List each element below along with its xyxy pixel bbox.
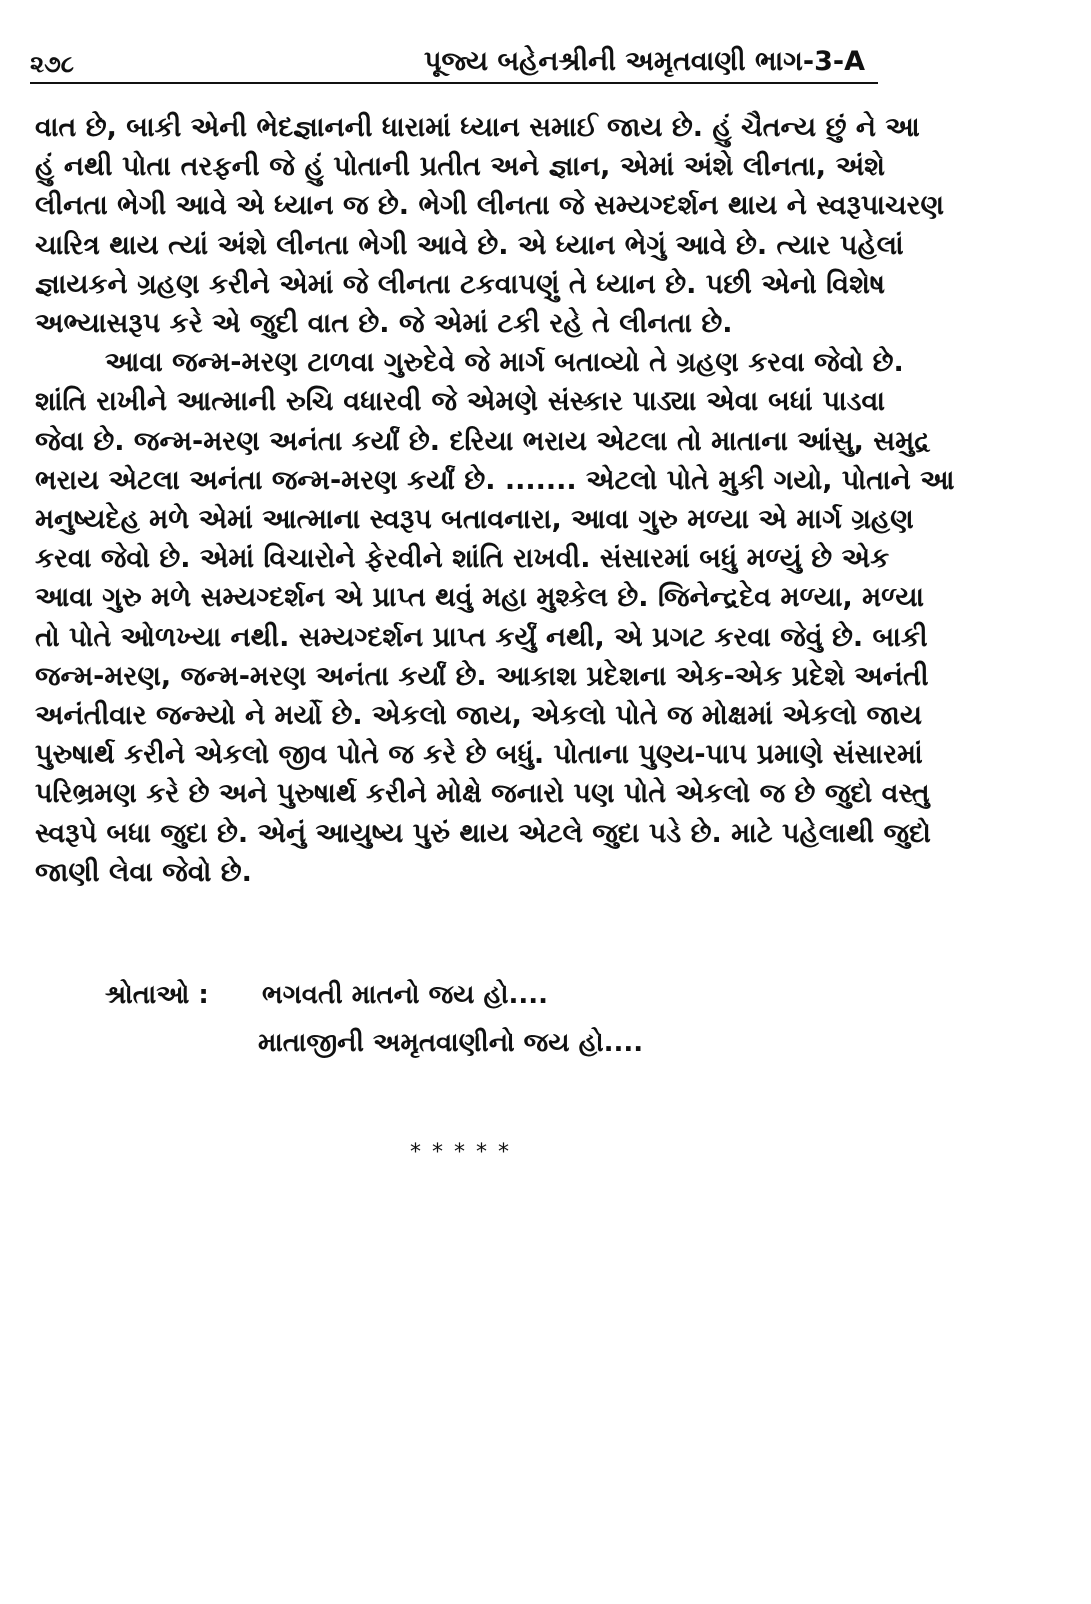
paragraph <box>35 108 945 343</box>
text-line: જન્મ-મરણ, જન્મ-મરણ અનંતા કર્યાં છે. આકાશ પ્રદેશના એક-એક પ્રદેશે અનંતી <box>35 660 929 692</box>
text-line: આવા જન્મ-મરણ ટાળવા ગુરુદેવે જે માર્ગ બતાવ્યો તે ગ્રહણ કરવા જેવો છે. <box>105 347 904 379</box>
text-line: પુરુષાર્થ કરીને એકલો જીવ પોતે જ કરે છે બધું. પોતાના પુણ્ય-પાપ પ્રમાણે સંસારમાં <box>35 739 923 771</box>
text-line: કરવા જેવો છે. એમાં વિચારોને ફેરવીને શાંતિ રાખવી. સંસારમાં બધું મળ્યું છે એક <box>35 543 890 575</box>
speaker-label: શ્રોતાઓ : <box>105 980 209 1010</box>
text-line: ભરાય એટલા અનંતા જન્મ-મરણ કર્યાં છે. ....... એટલો પોતે મુકી ગયો, પોતાને આ <box>35 464 955 496</box>
text-line: પરિભ્રમણ કરે છે અને પુરુષાર્થ કરીને મોક્ષે જનારો પણ પોતે એકલો જ છે જુદો વસ્તુ <box>35 778 930 810</box>
text-line: હું નથી પોતા તરફની જે હું પોતાની પ્રતીત અને જ્ઞાન, એમાં અંશે લીનતા, અંશે <box>35 151 885 183</box>
text-line: ચારિત્ર થાય ત્યાં અંશે લીનતા ભેગી આવે છે. એ ધ્યાન ભેગું આવે છે. ત્યાર પહેલાં <box>35 229 904 261</box>
text-line: અનંતીવાર જન્મ્યો ને મર્યો છે. એકલો જાય, એકલો પોતે જ મોક્ષમાં એકલો જાય <box>35 700 923 732</box>
text-line: જ્ઞાયકને ગ્રહણ કરીને એમાં જે લીનતા ટકવાપણું તે ધ્યાન છે. પછી એનો વિશેષ <box>35 268 885 300</box>
chant-line-1: ભગવતી માતનો જય હો.... <box>262 980 549 1010</box>
text-line: અભ્યાસરૂપ કરે એ જુદી વાત છે. જે એમાં ટકી રહે તે લીનતા છે. <box>35 308 733 340</box>
paragraph <box>35 343 955 892</box>
text-line: આવા ગુરુ મળે સમ્યગ્દર્શન એ પ્રાપ્ત થવું મહા મુશ્કેલ છે. જિનેન્દ્રદેવ મળ્યા, મળ્યા <box>35 582 925 614</box>
text-line: સ્વરૂપે બધા જુદા છે. એનું આયુષ્ય પુરું થાય એટલે જુદા પડે છે. માટે પહેલાથી જુદો <box>35 817 931 849</box>
header-rule <box>30 82 878 84</box>
body-text <box>35 108 955 892</box>
text-line: મનુષ્યદેહ મળે એમાં આત્માના સ્વરૂપ બતાવનારા, આવા ગુરુ મળ્યા એ માર્ગ ગ્રહણ <box>35 504 914 536</box>
text-line: જાણી લેવા જેવો છે. <box>35 856 252 888</box>
text-line: લીનતા ભેગી આવે એ ધ્યાન જ છે. ભેગી લીનતા જે સમ્યગ્દર્શન થાય ને સ્વરૂપાચરણ <box>35 190 945 222</box>
running-title: પૂજ્ય બહેનશ્રીની અમૃતવાણી ભાગ-3-A <box>424 46 865 77</box>
text-line: શાંતિ રાખીને આત્માની રુચિ વધારવી જે એમણે સંસ્કાર પાડ્યા એવા બધાં પાડવા <box>35 386 885 418</box>
page-number: ૨૭૮ <box>30 50 74 78</box>
text-line: જેવા છે. જન્મ-મરણ અનંતા કર્યાં છે. દરિયા ભરાય એટલા તો માતાના આંસુ, સમુદ્ર <box>35 425 931 457</box>
text-line: તો પોતે ઓળખ્યા નથી. સમ્યગ્દર્શન પ્રાપ્ત કર્યું નથી, એ પ્રગટ કરવા જેવું છે. બાકી <box>35 621 928 653</box>
section-separator: * * * * * <box>410 1140 511 1165</box>
chant-line-2: માતાજીની અમૃતવાણીનો જય હો.... <box>258 1028 644 1058</box>
text-line: વાત છે, બાકી એની ભેદજ્ઞાનની ધારામાં ધ્યાન સમાઈ જાય છે. હું ચૈતન્ય છું ને આ <box>35 112 920 143</box>
